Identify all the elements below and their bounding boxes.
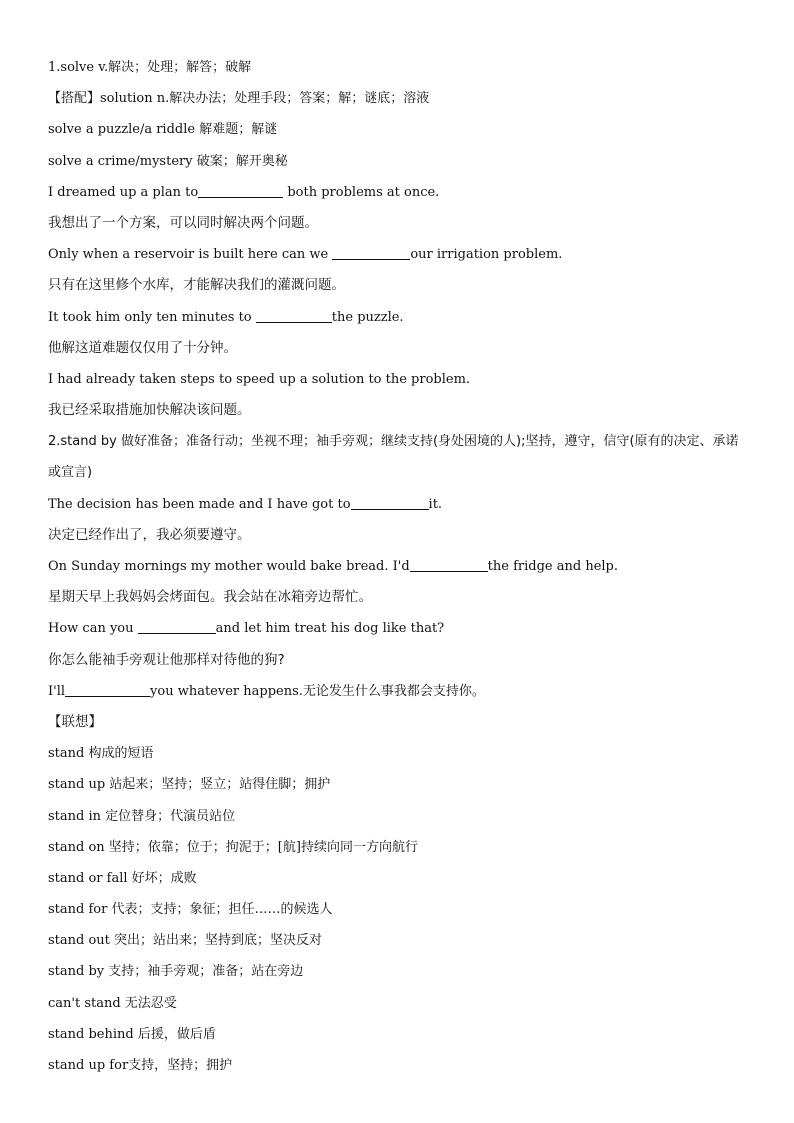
phrase-line: stand or fall 好坏；成败 [48,870,197,886]
phrase-line: stand in 定位替身；代演员站位 [48,808,236,824]
translation-line: 我想出了一个方案，可以同时解决两个问题。 [48,214,318,231]
example-sentence: The decision has been made and I have got to it. [48,496,443,512]
example-sentence: How can you and let him treat his dog like that? [48,621,445,637]
translation-line: 星期天早上我妈妈会烤面包。我会站在冰箱旁边帮忙。 [48,589,372,606]
phrase-line: stand up for支持，坚持；拥护 [48,1058,233,1074]
example-sentence: I had already taken steps to speed up a solution to the problem. [48,371,471,387]
translation-line: 他解这道难题仅仅用了十分钟。 [48,339,237,356]
collocation-line: 【搭配】solution n.解决办法；处理手段；答案；解；谜底；溶液 [48,91,430,107]
document-page [48,52,748,1081]
example-sentence: I dreamed up a plan to both problems at once. [48,184,440,200]
phrase-line: can't stand 无法忍受 [48,995,177,1011]
translation-line: 我已经采取措施加快解决该问题。 [48,402,251,419]
answer-blank[interactable] [198,183,283,198]
translation-line: 你怎么能袖手旁观让他那样对待他的狗? [48,651,285,668]
answer-blank[interactable] [256,308,332,323]
example-sentence: On Sunday mornings my mother would bake bread. I'd the fridge and help. [48,559,619,575]
phrase-line: solve a puzzle/a riddle 解难题；解谜 [48,122,278,138]
entry-heading-solve: 1.solve v.解决；处理；解答；破解 [48,60,252,75]
example-sentence: It took him only ten minutes to the puzzle. [48,309,404,325]
association-heading: 【联想】 [48,713,102,730]
phrase-line: solve a crime/mystery 破案；解开奥秘 [48,153,288,169]
answer-blank[interactable] [138,619,216,634]
entry-heading-stand-by: 2.stand by 做好准备；准备行动；坐视不理；袖手旁观；继续支持(身处困境的人);坚持，遵守，信守(原有的决定、承诺或宣言) [48,434,739,481]
phrase-line: stand up 站起来；坚持；竖立；站得住脚；拥护 [48,777,331,793]
translation-line: 决定已经作出了，我必须要遵守。 [48,526,251,543]
example-sentence: I'll you whatever happens.无论发生什么事我都会支持你。 [48,683,485,699]
answer-blank[interactable] [65,682,150,697]
phrase-group-title: stand 构成的短语 [48,746,154,762]
answer-blank[interactable] [351,495,429,510]
phrase-line: stand for 代表；支持；象征；担任……的候选人 [48,902,333,918]
phrase-line: stand by 支持；袖手旁观；准备；站在旁边 [48,964,304,980]
phrase-line: stand out 突出；站出来；坚持到底；坚决反对 [48,933,323,949]
translation-line: 只有在这里修个水库，才能解决我们的灌溉问题。 [48,277,345,294]
phrase-line: stand on 坚持；依靠；位于；拘泥于；[航]持续向同一方向航行 [48,839,418,855]
answer-blank[interactable] [410,557,488,572]
answer-blank[interactable] [332,245,410,260]
example-sentence: Only when a reservoir is built here can we our irrigation problem. [48,247,563,263]
phrase-line: stand behind 后援，做后盾 [48,1026,216,1042]
